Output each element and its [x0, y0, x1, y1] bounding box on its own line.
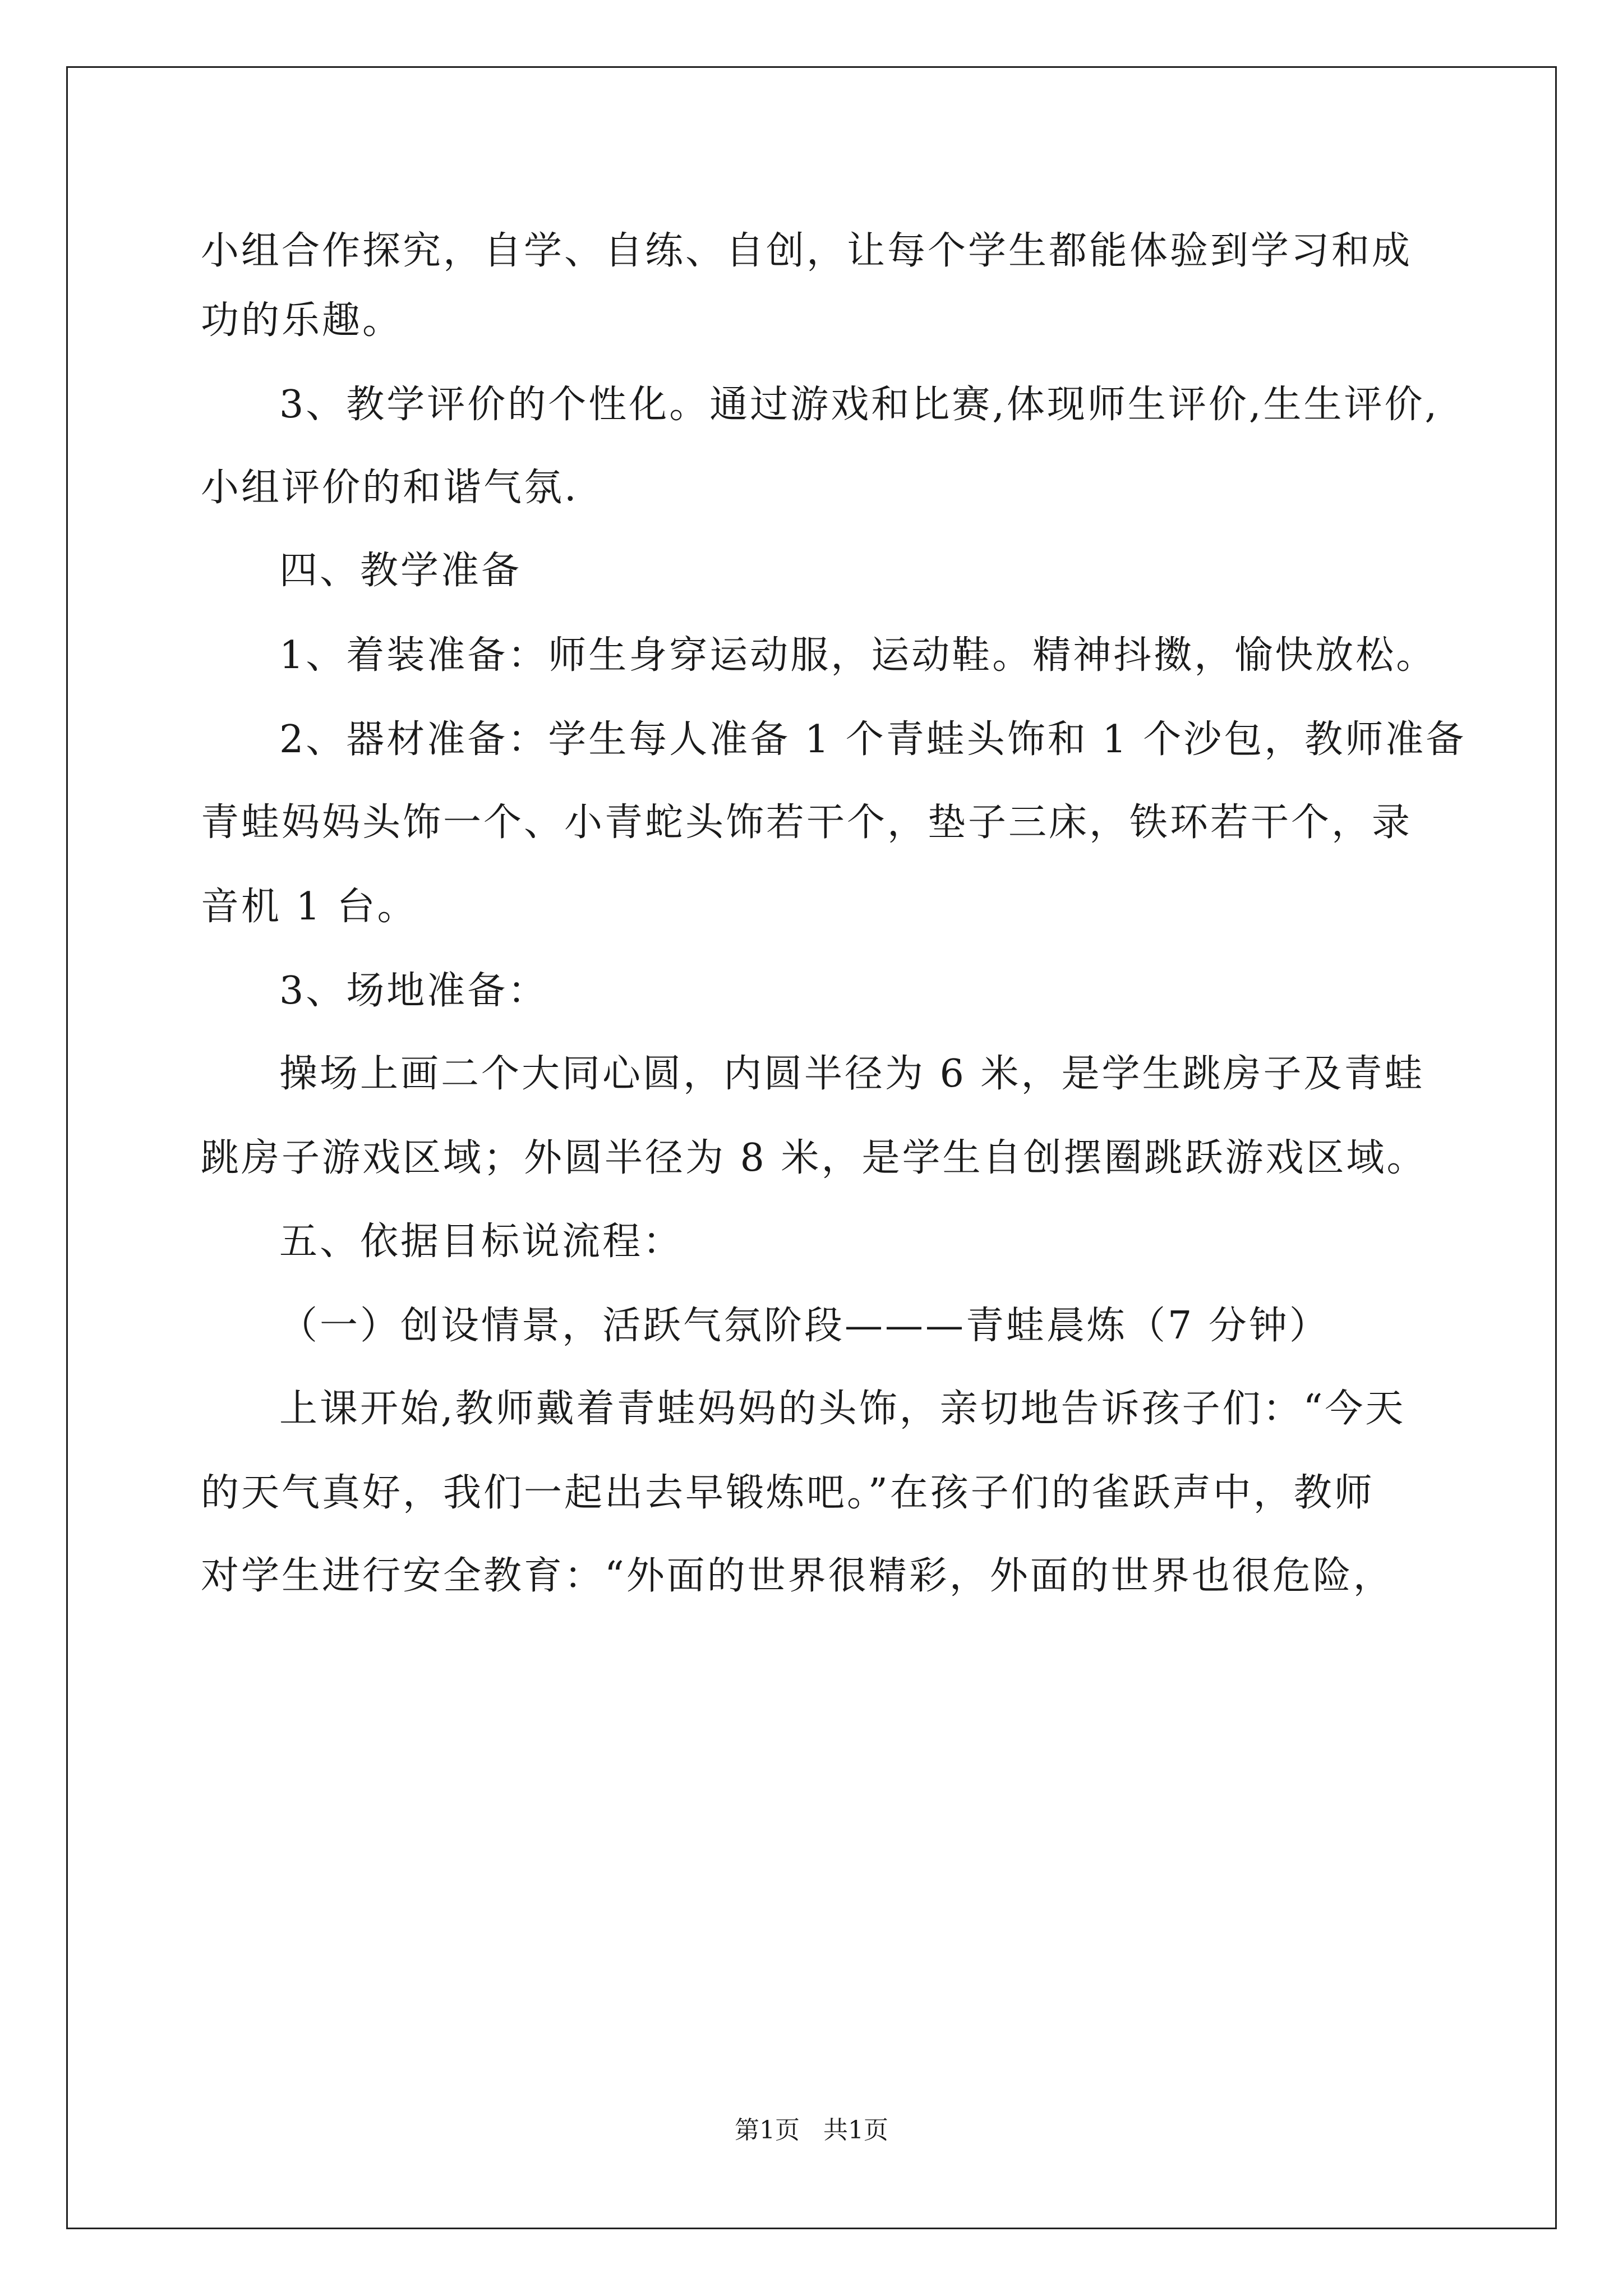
page-footer: 第1页 共1页 — [735, 2116, 888, 2145]
body-text-line: 跳房子游戏区域；外圆半径为 8 米，是学生自创摆圈跳跃游戏区域。 — [201, 1136, 1427, 1180]
body-text-line: 小组评价的和谐气氛. — [201, 466, 579, 510]
body-text-line: 操场上画二个大同心圆，内圆半径为 6 米，是学生跳房子及青蛙 — [279, 1052, 1425, 1096]
body-text-line: 功的乐趣。 — [201, 298, 403, 343]
body-text-line: 3、场地准备： — [279, 969, 548, 1013]
subsection-heading: （一）创设情景，活跃气氛阶段———青蛙晨炼（7 分钟） — [279, 1304, 1330, 1348]
body-text-line: 对学生进行安全教育：“外面的世界很精彩，外面的世界也很危险， — [201, 1554, 1394, 1598]
body-text-line: 1、着装准备：师生身穿运动服，运动鞋。精神抖擞，愉快放松。 — [279, 633, 1437, 678]
body-text-line: 的天气真好，我们一起出去早锻炼吧。”在孩子们的雀跃声中，教师 — [201, 1471, 1375, 1515]
body-text-line: 3、教学评价的个性化。通过游戏和比赛,体现师生评价,生生评价, — [279, 383, 1440, 427]
body-text-line: 小组合作探究，自学、自练、自创，让每个学生都能体验到学习和成 — [201, 229, 1413, 273]
body-text-line: 音机 1 台。 — [201, 885, 418, 929]
body-text-line: 青蛙妈妈头饰一个、小青蛇头饰若干个，垫子三床，铁环若干个，录 — [201, 800, 1413, 845]
body-text-line: 2、器材准备：学生每人准备 1 个青蛙头饰和 1 个沙包，教师准备 — [279, 717, 1467, 762]
body-text-line: 上课开始,教师戴着青蛙妈妈的头饰，亲切地告诉孩子们：“今天 — [279, 1387, 1406, 1431]
section-heading: 四、教学准备 — [279, 549, 522, 593]
section-heading: 五、依据目标说流程： — [279, 1220, 684, 1264]
